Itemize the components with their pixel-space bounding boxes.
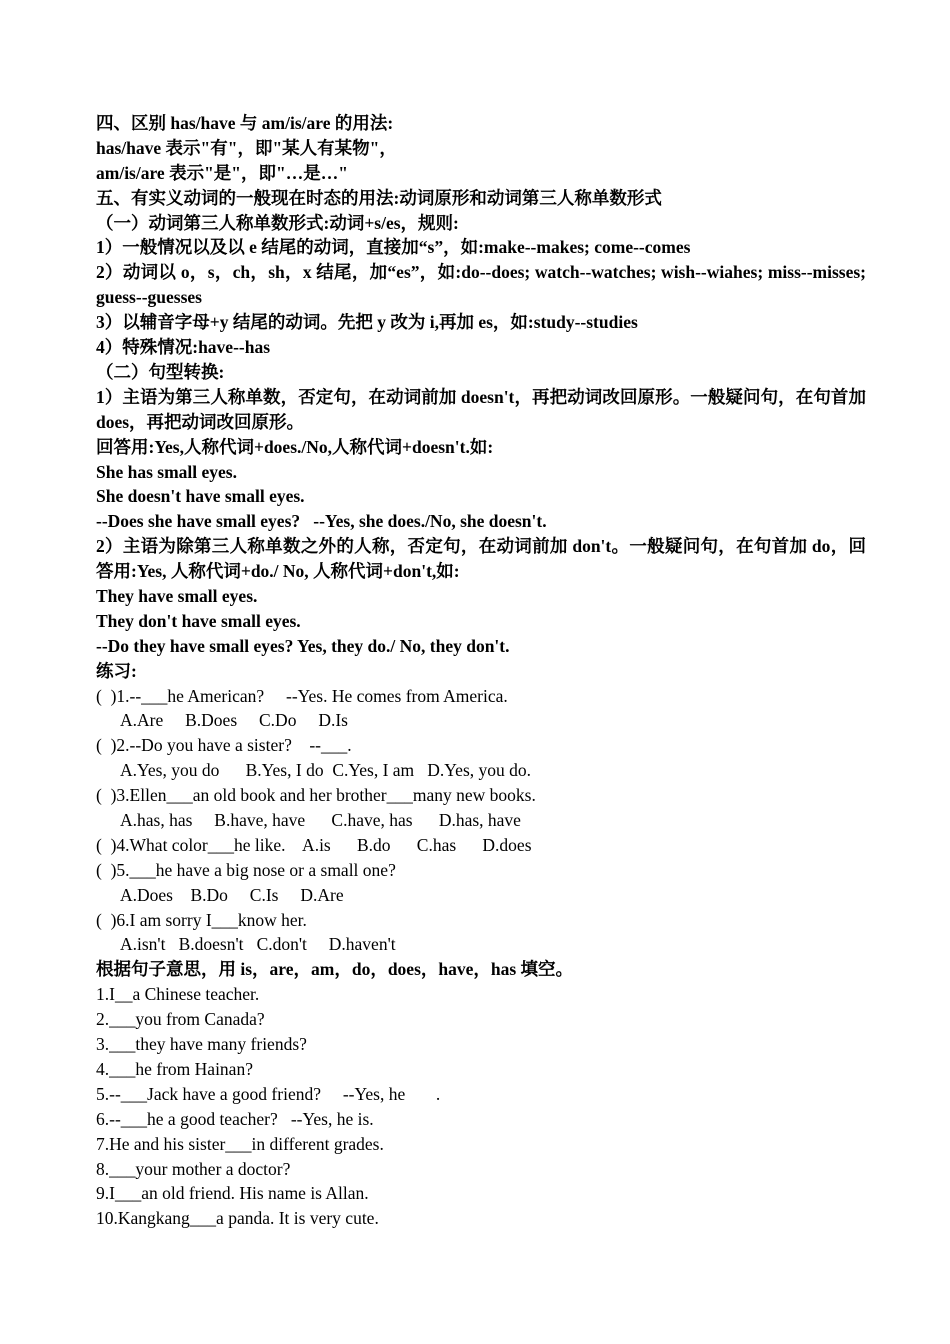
fill-in-item: 9.I___an old friend. His name is Allan.	[96, 1183, 369, 1204]
fill-in-item: 1.I__a Chinese teacher.	[96, 984, 260, 1005]
fill-in-item: 7.He and his sister___in different grades.	[96, 1133, 384, 1154]
example-sentence: She has small eyes.	[96, 461, 237, 482]
has-have-usage: has/have 表示"有"，即"某人有某物"，	[96, 137, 397, 158]
worksheet-page	[96, 111, 871, 1231]
question-6: ( )6.I am sorry I___know her.	[96, 909, 307, 930]
question-3-options: A.has, has B.have, have C.have, has D.has, have	[120, 810, 521, 831]
subsection-2-title: （二）句型转换:	[96, 361, 225, 382]
example-sentence: --Do they have small eyes? Yes, they do./ No, they don't.	[96, 635, 510, 656]
rule-4: 4）特殊情况:have--has	[96, 337, 271, 358]
fill-in-item: 5.--___Jack have a good friend? --Yes, he .	[96, 1083, 441, 1104]
conversion-rule-1-answer: 回答用:Yes,人称代词+does./No,人称代词+doesn't.如:	[96, 436, 494, 457]
question-1-options: A.Are B.Does C.Do D.Is	[120, 710, 348, 731]
fill-in-item: 8.___your mother a doctor?	[96, 1158, 291, 1179]
question-4: ( )4.What color___he like. A.is B.do C.has D.does	[96, 834, 532, 855]
practice-title: 练习:	[96, 660, 137, 681]
section-4-title: 四、区别 has/have 与 am/is/are 的用法:	[96, 113, 394, 133]
fill-in-item: 4.___he from Hainan?	[96, 1058, 253, 1079]
rule-3: 3）以辅音字母+y 结尾的动词。先把 y 改为 i,再加 es，如:study--studies	[96, 312, 638, 333]
question-5: ( )5.___he have a big nose or a small one?	[96, 859, 396, 880]
rule-1: 1）一般情况以及以 e 结尾的动词，直接加“s”，如:make--makes; come--comes	[96, 237, 691, 258]
fill-in-item: 3.___they have many friends?	[96, 1034, 307, 1055]
question-2: ( )2.--Do you have a sister? --___.	[96, 735, 352, 756]
section-5-title: 五、有实义动词的一般现在时态的用法:动词原形和动词第三人称单数形式	[96, 187, 662, 208]
question-1: ( )1.--___he American? --Yes. He comes from America.	[96, 685, 508, 706]
question-3: ( )3.Ellen___an old book and her brother___many new books.	[96, 785, 536, 806]
example-sentence: They don't have small eyes.	[96, 610, 301, 631]
fill-in-item: 2.___you from Canada?	[96, 1009, 265, 1030]
example-sentence: --Does she have small eyes? --Yes, she does./No, she doesn't.	[96, 511, 547, 532]
example-sentence: She doesn't have small eyes.	[96, 486, 305, 507]
subsection-1-title: （一）动词第三人称单数形式:动词+s/es，规则:	[96, 212, 459, 233]
question-6-options: A.isn't B.doesn't C.don't D.haven't	[120, 934, 396, 955]
question-2-options: A.Yes, you do B.Yes, I do C.Yes, I am D.Yes, you do.	[120, 760, 532, 781]
fill-in-item: 6.--___he a good teacher? --Yes, he is.	[96, 1108, 374, 1129]
example-sentence: They have small eyes.	[96, 586, 258, 607]
conversion-rule-2: 2）主语为除第三人称单数之外的人称，否定句，在动词前加 don't。一般疑问句，在句首加 do，回答用:Yes, 人称代词+do./ No, 人称代词+don't,如:	[96, 536, 866, 582]
conversion-rule-1: 1）主语为第三人称单数，否定句，在动词前加 doesn't，再把动词改回原形。一般疑问句，在句首加 does，再把动词改回原形。	[96, 386, 871, 432]
question-5-options: A.Does B.Do C.Is D.Are	[120, 884, 344, 905]
fill-in-item: 10.Kangkang___a panda. It is very cute.	[96, 1208, 379, 1229]
fill-in-title: 根据句子意思，用 is，are，am，do，does，have，has 填空。	[96, 959, 574, 980]
am-is-are-usage: am/is/are 表示"是"，即"…是…"	[96, 162, 348, 183]
rule-2: 2）动词以 o，s，ch，sh，x 结尾，加“es”，如:do--does; watch--watches; wish--wiahes; miss--misses; guess--guesses	[96, 262, 871, 308]
